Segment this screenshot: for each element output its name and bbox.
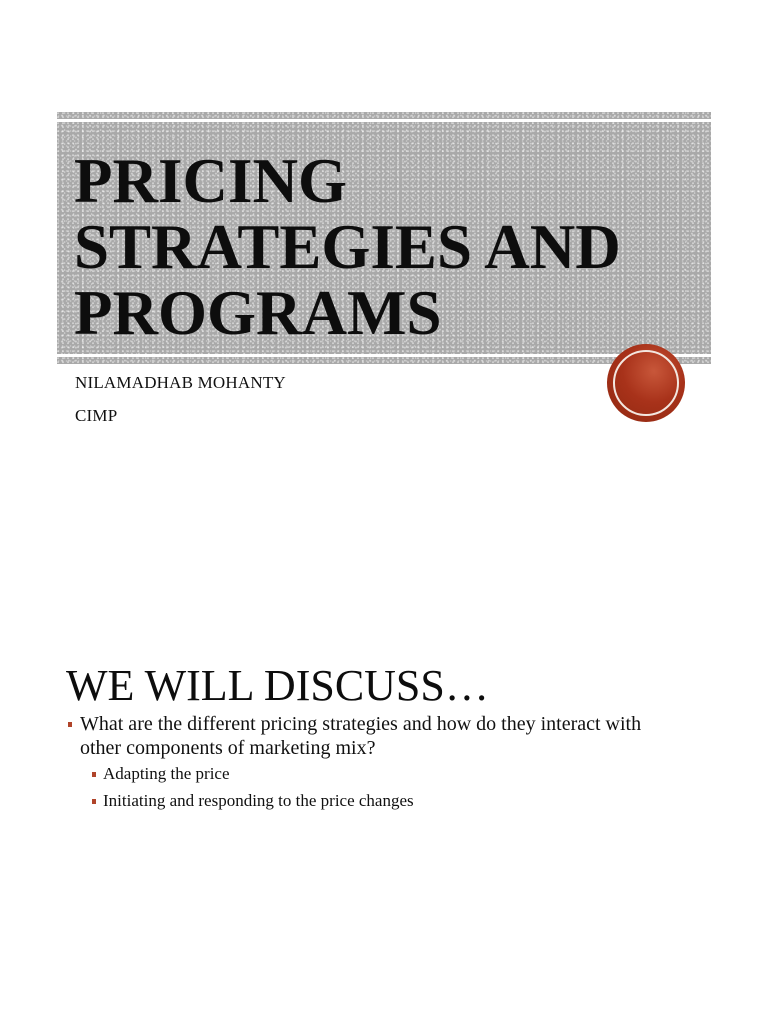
sub-bullet-square-icon [92, 772, 96, 777]
author-name: NILAMADHAB MOHANTY [75, 373, 286, 392]
slide-heading: WE WILL DISCUSS… [66, 661, 489, 710]
sub-bullet-square-icon [92, 799, 96, 804]
title-line-1: PRICING [74, 146, 348, 216]
organization-name: CIMP [75, 406, 118, 425]
bullet-square-icon [68, 722, 72, 727]
bullet-item-line-2: other components of marketing mix? [80, 737, 376, 759]
title-line-3: PROGRAMS [74, 278, 442, 348]
slide-title [74, 148, 621, 346]
circle-ring-icon [613, 350, 679, 416]
sub-bullet-item: Adapting the price [103, 764, 230, 783]
decorative-top-strip [57, 112, 711, 119]
decorative-circle-icon [607, 344, 685, 422]
sub-bullet-item: Initiating and responding to the price changes [103, 791, 414, 810]
bullet-item-line-1: What are the different pricing strategies and how do they interact with [80, 713, 642, 735]
agenda-slide [0, 512, 768, 1024]
title-line-2: STRATEGIES AND [74, 212, 621, 282]
title-banner [57, 122, 711, 354]
